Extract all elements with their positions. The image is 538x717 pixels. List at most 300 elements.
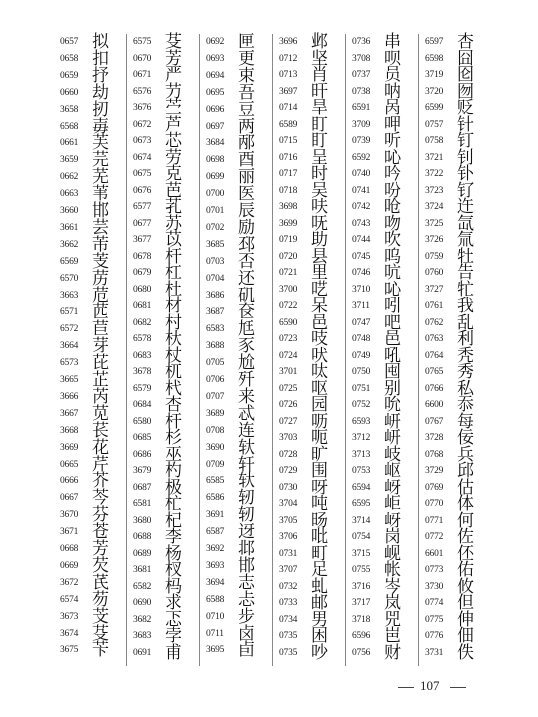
entry-character: 克 [165, 164, 182, 184]
entry-character: 芙 [92, 133, 109, 154]
entry-code: 0763 [425, 334, 444, 344]
entry-character: 甫 [165, 642, 182, 663]
entry-character: 巫 [165, 444, 182, 465]
entry-character: 钌 [457, 180, 474, 201]
entry-character: 邶 [238, 539, 255, 559]
entry-character: 牤 [457, 279, 474, 300]
entry-code: 0767 [425, 416, 444, 427]
entry-character: 芬 [92, 505, 109, 526]
entry-code: 0741 [352, 185, 371, 196]
entry-code: 0760 [425, 268, 444, 278]
entry-code: 0698 [206, 155, 225, 166]
entry-character: 苇 [92, 184, 109, 205]
entry-character: 忑 [165, 609, 182, 630]
entry-code: 0706 [206, 375, 225, 385]
entry-character: 呒 [311, 213, 328, 234]
entry-code: 3664 [60, 341, 79, 352]
entry-character: 苎 [165, 98, 182, 118]
entry-character: 呓 [311, 279, 328, 300]
entry-code: 0685 [133, 433, 152, 443]
entry-code: 0686 [133, 449, 152, 460]
entry-character: 呗 [384, 48, 401, 69]
entry-character: 轫 [238, 505, 255, 526]
entry-character: 尬 [238, 353, 255, 374]
entry-code: 0681 [133, 301, 152, 311]
entry-character: 佐 [457, 527, 474, 547]
entry-code: 6593 [352, 416, 371, 427]
entry-character: 钋 [457, 164, 474, 184]
entry-character: 苉 [92, 302, 109, 323]
entry-character: 牡 [457, 246, 474, 267]
entry-character: 芪 [92, 572, 109, 593]
entry-code: 0670 [133, 53, 152, 64]
entry-character: 町 [311, 543, 328, 564]
entry-character: 岈 [384, 477, 401, 498]
entry-code: 0774 [425, 598, 444, 608]
entry-code: 3691 [206, 510, 225, 521]
entry-character: 还 [238, 268, 255, 289]
entry-character: 里 [311, 263, 328, 283]
entry-code: 0659 [60, 70, 79, 81]
entry-code: 0739 [352, 136, 371, 146]
entry-code: 3676 [133, 103, 152, 113]
entry-code: 0697 [206, 121, 225, 132]
entry-character: 岐 [384, 444, 401, 465]
entry-code: 0722 [279, 301, 298, 311]
entry-character: 杏 [165, 395, 182, 415]
entry-code: 3683 [133, 631, 152, 641]
entry-code: 6580 [133, 416, 152, 427]
entry-character: 杠 [165, 263, 182, 283]
entry-character: 杆 [165, 246, 182, 267]
entry-character: 芷 [92, 370, 109, 390]
entry-character: 攸 [457, 576, 474, 597]
entry-character: 园 [311, 395, 328, 415]
entry-character: 坚 [311, 48, 328, 69]
entry-code: 3672 [60, 577, 79, 588]
entry-character: 邯 [238, 555, 255, 576]
entry-character: 忝 [457, 395, 474, 415]
entry-code: 0700 [206, 189, 225, 200]
entry-character: 歼 [238, 370, 255, 390]
entry-code: 0776 [425, 631, 444, 641]
entry-code: 0674 [133, 152, 152, 163]
entry-character: 劳 [165, 147, 182, 168]
entry-code: 0761 [425, 301, 444, 311]
character-entry [206, 639, 278, 661]
entry-code: 0710 [206, 611, 225, 622]
entry-character: 吱 [311, 329, 328, 349]
entry-character: 芠 [92, 606, 109, 627]
entry-character: 针 [457, 114, 474, 135]
entry-character: 吲 [384, 296, 401, 316]
entry-character: 杕 [165, 329, 182, 349]
entry-code: 0661 [60, 138, 79, 149]
entry-character: 杜 [165, 279, 182, 300]
entry-code: 0746 [352, 268, 371, 278]
entry-code: 0715 [279, 136, 298, 146]
entry-code: 3722 [425, 169, 444, 179]
entry-code: 0733 [279, 598, 298, 608]
entry-character: 佚 [457, 642, 474, 663]
entry-code: 3723 [425, 185, 444, 196]
entry-code: 6585 [206, 476, 225, 487]
entry-character: 时 [311, 164, 328, 184]
entry-code: 0689 [133, 548, 152, 559]
entry-code: 3660 [60, 206, 79, 216]
entry-character: 轪 [238, 437, 255, 458]
character-column [60, 31, 132, 671]
footer-dash-left [398, 687, 414, 688]
footer-dash-right [450, 687, 466, 688]
entry-character: 岗 [384, 527, 401, 547]
entry-code: 6575 [133, 37, 152, 47]
entry-character: 盯 [311, 114, 328, 135]
entry-character: 忒 [238, 403, 255, 424]
entry-character: 芟 [92, 623, 109, 644]
entry-code: 0762 [425, 317, 444, 328]
entry-character: 苣 [92, 319, 109, 340]
entry-character: 豆 [238, 99, 255, 120]
entry-code: 0771 [425, 515, 444, 526]
entry-code: 3712 [352, 433, 371, 443]
entry-code: 0752 [352, 400, 371, 410]
entry-code: 0745 [352, 251, 371, 262]
entry-character: 钉 [457, 131, 474, 151]
entry-code: 0673 [133, 136, 152, 146]
entry-character: 助 [311, 230, 328, 250]
entry-code: 3687 [206, 307, 225, 318]
entry-code: 0667 [60, 493, 79, 504]
column-divider [199, 34, 200, 666]
entry-character: 估 [457, 477, 474, 498]
entry-code: 0757 [425, 119, 444, 130]
entry-code: 3711 [352, 301, 370, 311]
entry-character: 岖 [384, 461, 401, 481]
entry-code: 3669 [60, 442, 79, 453]
entry-code: 6568 [60, 121, 79, 132]
entry-code: 0712 [279, 53, 298, 64]
character-column [352, 31, 424, 671]
entry-code: 6577 [133, 202, 152, 212]
entry-code: 0747 [352, 317, 371, 328]
entry-code: 0663 [60, 189, 79, 200]
entry-character: 串 [384, 32, 401, 52]
entry-character: 孛 [165, 626, 182, 646]
entry-character: 迕 [457, 197, 474, 217]
entry-character: 匣 [238, 32, 255, 52]
entry-character: 材 [165, 296, 182, 316]
entry-code: 0724 [279, 350, 298, 361]
entry-character: 扣 [92, 48, 109, 69]
entry-code: 6569 [60, 256, 79, 267]
entry-code: 0737 [352, 70, 371, 80]
entry-character: 迓 [238, 522, 255, 543]
entry-code: 3718 [352, 614, 371, 625]
entry-character: 两 [238, 116, 255, 137]
entry-code: 3699 [279, 218, 298, 229]
entry-character: 芭 [165, 180, 182, 201]
entry-code: 0683 [133, 350, 152, 361]
entry-code: 0754 [352, 532, 371, 542]
entry-character: 芘 [92, 353, 109, 374]
entry-character: 芫 [92, 150, 109, 171]
entry-character: 杆 [165, 411, 182, 432]
entry-code: 0770 [425, 499, 444, 509]
entry-character: 旱 [311, 98, 328, 118]
entry-code: 3666 [60, 391, 79, 402]
entry-character: 足 [311, 560, 328, 580]
entry-code: 0758 [425, 136, 444, 146]
entry-code: 3696 [279, 37, 298, 47]
entry-code: 0753 [352, 466, 371, 476]
column-divider [345, 34, 346, 666]
entry-character: 呔 [311, 362, 328, 382]
entry-character: 邑 [384, 329, 401, 349]
entry-character: 李 [165, 527, 182, 547]
entry-character: 氚 [457, 230, 474, 250]
character-column [206, 31, 278, 671]
entry-character: 但 [457, 593, 474, 613]
entry-code: 0709 [206, 459, 225, 470]
entry-character: 芜 [92, 167, 109, 188]
entry-code: 0775 [425, 614, 444, 625]
entry-character: 芮 [92, 386, 109, 407]
entry-character: 吹 [384, 230, 401, 250]
entry-character: 呜 [384, 246, 401, 267]
entry-character: 芦 [165, 114, 182, 135]
entry-code: 3673 [60, 611, 79, 622]
entry-character: 氙 [457, 213, 474, 234]
entry-character: 求 [165, 593, 182, 613]
entry-character: 杩 [165, 576, 182, 597]
entry-character: 乱 [457, 312, 474, 333]
entry-code: 6592 [352, 152, 371, 163]
entry-code: 3693 [206, 560, 225, 571]
entry-character: 酉 [238, 150, 255, 171]
entry-code: 0714 [279, 103, 298, 113]
entry-character: 吴 [311, 180, 328, 201]
entry-code: 3713 [352, 449, 371, 460]
entry-code: 0703 [206, 256, 225, 267]
entry-character: 励 [238, 217, 255, 238]
entry-code: 0769 [425, 482, 444, 493]
entry-character: 囤 [384, 362, 401, 382]
entry-character: 毐 [92, 116, 109, 137]
entry-code: 3720 [425, 86, 444, 97]
entry-code: 0707 [206, 391, 225, 402]
entry-code: 0723 [279, 334, 298, 344]
entry-character: 芸 [92, 217, 109, 238]
entry-code: 3698 [279, 202, 298, 212]
entry-code: 0719 [279, 235, 298, 245]
entry-code: 3665 [60, 375, 79, 385]
entry-code: 3729 [425, 466, 444, 476]
entry-code: 0742 [352, 202, 371, 212]
entry-code: 6588 [206, 594, 225, 605]
entry-code: 0695 [206, 87, 225, 98]
entry-character: 呆 [311, 296, 328, 316]
entry-character: 吨 [311, 494, 328, 514]
entry-code: 0658 [60, 53, 79, 64]
entry-code: 0751 [352, 383, 371, 394]
entry-character: 呋 [311, 197, 328, 217]
entry-character: 杏 [457, 32, 474, 52]
entry-code: 6586 [206, 493, 225, 504]
entry-code: 0657 [60, 37, 79, 47]
character-entry [60, 639, 132, 661]
entry-code: 0704 [206, 273, 225, 284]
entry-character: 吵 [311, 642, 328, 663]
character-column [425, 31, 497, 671]
entry-character: 吠 [311, 345, 328, 366]
entry-code: 0701 [206, 206, 225, 216]
entry-code: 3724 [425, 202, 444, 212]
entry-code: 3717 [352, 598, 371, 608]
entry-code: 6590 [279, 317, 298, 328]
entry-code: 0691 [133, 647, 152, 658]
entry-character: 旷 [311, 444, 328, 465]
entry-code: 0668 [60, 544, 79, 554]
entry-code: 6570 [60, 273, 79, 284]
entry-character: 佞 [457, 428, 474, 448]
entry-character: 芳 [165, 48, 182, 69]
entry-code: 3677 [133, 235, 152, 245]
entry-code: 3674 [60, 628, 79, 639]
entry-code: 0731 [279, 548, 298, 559]
entry-code: 0755 [352, 565, 371, 575]
entry-character: 囧 [457, 48, 474, 69]
entry-code: 0678 [133, 251, 152, 262]
entry-code: 3686 [206, 290, 225, 301]
entry-character: 岈 [384, 510, 401, 531]
entry-code: 0750 [352, 367, 371, 377]
entry-character: 呀 [311, 477, 328, 498]
character-entry [279, 642, 351, 664]
entry-code: 0768 [425, 449, 444, 460]
entry-character: 呷 [384, 114, 401, 135]
entry-code: 6582 [133, 581, 152, 592]
entry-character: 囫 [457, 81, 474, 102]
entry-code: 0688 [133, 532, 152, 542]
entry-code: 0728 [279, 449, 298, 460]
entry-code: 0718 [279, 185, 298, 196]
entry-code: 3662 [60, 239, 79, 250]
entry-character: 杈 [165, 560, 182, 580]
entry-character: 邑 [311, 312, 328, 333]
entry-character: 芯 [165, 131, 182, 151]
entry-code: 3667 [60, 408, 79, 419]
entry-character: 杨 [165, 543, 182, 564]
character-entry [425, 642, 497, 664]
entry-code: 0727 [279, 416, 298, 427]
entry-code: 3682 [133, 614, 152, 625]
entry-code: 0759 [425, 251, 444, 262]
entry-character: 杖 [165, 345, 182, 366]
entry-code: 0676 [133, 185, 152, 196]
entry-character: 兵 [457, 444, 474, 465]
entry-code: 3678 [133, 367, 152, 377]
entry-character: 邺 [311, 32, 328, 52]
entry-character: 邱 [457, 461, 474, 481]
entry-code: 3704 [279, 499, 298, 509]
entry-code: 3707 [279, 565, 298, 575]
entry-code: 0669 [60, 560, 79, 571]
entry-character: 极 [165, 477, 182, 498]
entry-code: 3689 [206, 408, 225, 419]
entry-character: 困 [311, 626, 328, 646]
entry-code: 0675 [133, 169, 152, 179]
entry-code: 0730 [279, 482, 298, 493]
entry-character: 呖 [311, 411, 328, 432]
entry-code: 0677 [133, 218, 152, 229]
entry-character: 体 [457, 494, 474, 514]
entry-code: 3716 [352, 581, 371, 592]
entry-code: 0692 [206, 37, 225, 47]
entry-code: 0716 [279, 152, 298, 163]
entry-character: 抒 [92, 65, 109, 86]
entry-code: 3709 [352, 119, 371, 130]
entry-code: 6600 [425, 400, 444, 410]
entry-code: 0734 [279, 614, 298, 625]
entry-character: 佃 [457, 626, 474, 646]
entry-code: 6571 [60, 307, 79, 318]
entry-code: 6597 [425, 37, 444, 47]
entry-code: 0756 [352, 647, 371, 658]
entry-character: 虬 [311, 576, 328, 597]
entry-character: 岍 [384, 428, 401, 448]
entry-character: 严 [165, 65, 182, 85]
entry-character: 花 [92, 437, 109, 458]
entry-code: 0662 [60, 172, 79, 183]
entry-code: 3679 [133, 466, 152, 476]
entry-code: 6573 [60, 358, 79, 369]
entry-code: 0696 [206, 104, 225, 115]
entry-character: 芽 [92, 336, 109, 357]
entry-code: 3658 [60, 104, 79, 115]
entry-code: 0693 [206, 53, 225, 64]
entry-code: 6591 [352, 103, 371, 113]
entry-character: 岍 [384, 411, 401, 432]
entry-character: 囵 [457, 65, 474, 85]
entry-character: 连 [238, 420, 255, 441]
entry-code: 0738 [352, 86, 371, 97]
entry-character: 我 [457, 296, 474, 316]
entry-character: 每 [457, 411, 474, 432]
entry-character: 围 [311, 461, 328, 481]
entry-character: 芥 [92, 471, 109, 492]
entry-code: 0740 [352, 169, 371, 179]
entry-character: 芤 [165, 197, 182, 217]
entry-character: 杓 [165, 461, 182, 481]
entry-code: 6596 [352, 631, 371, 641]
entry-code: 6574 [60, 594, 79, 605]
entry-code: 0766 [425, 383, 444, 394]
entry-code: 0764 [425, 350, 444, 361]
entry-code: 6581 [133, 499, 152, 509]
entry-code: 6587 [206, 527, 225, 538]
entry-character: 苊 [92, 285, 109, 306]
entry-character: 吡 [311, 527, 328, 547]
character-columns [60, 31, 472, 671]
entry-character: 旸 [311, 510, 328, 531]
entry-character: 步 [238, 606, 255, 627]
entry-code: 0708 [206, 425, 225, 436]
entry-character: 村 [165, 312, 182, 333]
entry-code: 0666 [60, 476, 79, 487]
entry-character: 轪 [238, 471, 255, 492]
entry-character: 芡 [92, 555, 109, 576]
